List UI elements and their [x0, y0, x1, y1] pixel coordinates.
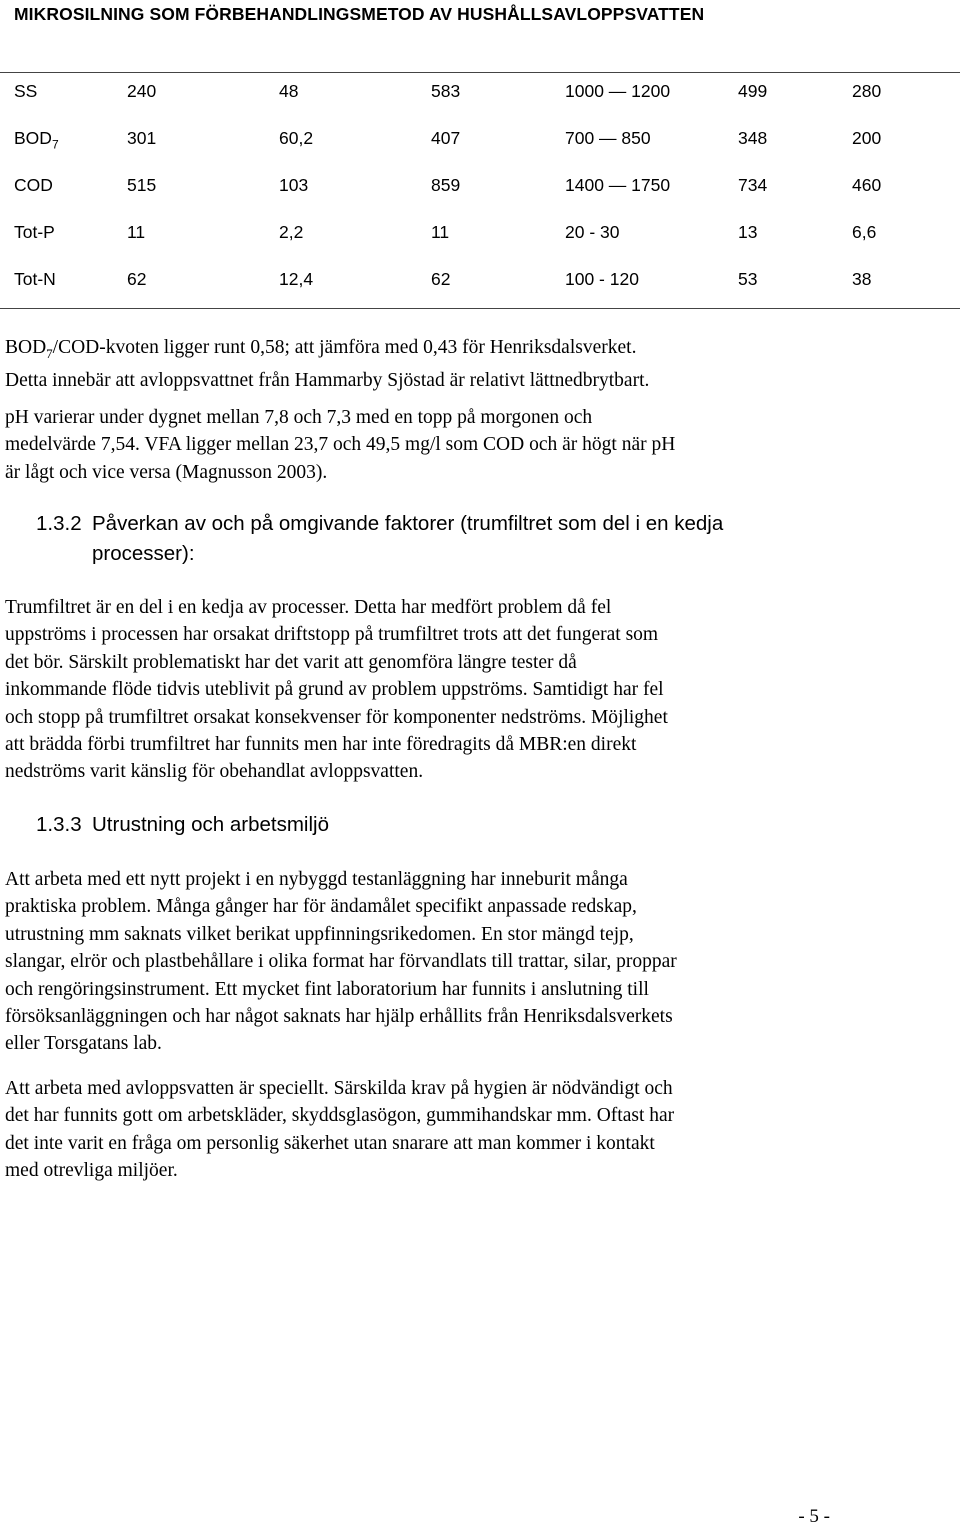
table-cell: 700 — 850	[565, 128, 651, 148]
paragraph-line: och stopp på trumfiltret orsakat konsekvenser för komponenter nedströms. Möjlighet	[5, 706, 668, 728]
table-cell: 62	[127, 269, 147, 289]
page-number: - 5 -	[798, 1506, 830, 1527]
paragraph-line: nedströms varit känslig för obehandlat avloppsvatten.	[5, 761, 424, 783]
table-cell: 460	[852, 175, 882, 195]
table-cell: 11	[431, 222, 450, 242]
paragraph-line: utrustning mm saknats vilket berikat uppfinningsrikedomen. En stor mängd tejp,	[5, 923, 634, 945]
table-cell: 301	[127, 128, 157, 148]
paragraph-line: att brädda förbi trumfiltret har funnits men har inte föredragits då MBR:en direkt	[5, 734, 637, 756]
paragraph-line: medelvärde 7,54. VFA ligger mellan 23,7 och 49,5 mg/l som COD och är högt när pH	[5, 434, 676, 456]
table-cell: 1400 — 1750	[565, 175, 671, 195]
table-cell: 12,4	[279, 269, 314, 289]
paragraph-bod-cod	[5, 334, 953, 395]
section-number: 1.3.3	[36, 813, 82, 836]
table-bottom-rule	[0, 308, 960, 309]
table-cell: 515	[127, 175, 157, 195]
section-title-line: Påverkan av och på omgivande faktorer (trumfiltret som del i en kedja	[92, 512, 724, 535]
table-cell: 407	[431, 128, 461, 148]
row-label: $BOD_7$	[14, 128, 59, 152]
table-cell: 1000 — 1200	[565, 81, 671, 101]
table-cell: 20 - 30	[565, 222, 620, 242]
table-cell: 348	[738, 128, 768, 148]
paragraph-line: med otrevliga miljöer.	[5, 1160, 178, 1182]
table-cell: 53	[738, 269, 758, 289]
paragraph-line: försöksanläggningen och har något saknats har hjälp erhållits från Henriksdalsverkets	[5, 1006, 673, 1028]
paragraph-ph	[5, 404, 953, 486]
paragraph-line: eller Torsgatans lab.	[5, 1033, 162, 1055]
paragraph-line: slangar, elrör och plastbehållare i olika format har förvandlats till trattar, silar, proppar	[5, 951, 677, 973]
paragraph-utrustning	[5, 866, 953, 1058]
paragraph-line: det har funnits gott om arbetskläder, skyddsglasögon, gummihandskar mm. Oftast har	[5, 1105, 675, 1127]
paragraph-line: det inte varit en fråga om personlig säkerhet utan snarare att man kommer i kontakt	[5, 1132, 655, 1154]
paragraph-line: praktiska problem. Många gånger har för ändamålet specifikt anpassade redskap,	[5, 896, 637, 918]
section-title: Utrustning och arbetsmiljö	[92, 813, 329, 836]
paragraph-line: inkommande flöde tidvis uteblivit på grund av problem uppströms. Samtidigt har fel	[5, 679, 664, 701]
section-title-line: processer):	[92, 542, 195, 565]
table-cell: 62	[431, 269, 451, 289]
paragraph-line: är lågt och vice versa (Magnusson 2003).	[5, 461, 328, 483]
paragraph-line: Att arbeta med avloppsvatten är speciellt. Särskilda krav på hygien är nödvändigt och	[5, 1078, 673, 1099]
paragraph-line: Trumfiltret är en del i en kedja av processer. Detta har medfört problem då fel	[5, 597, 612, 618]
row-label: Tot-N	[14, 269, 56, 289]
row-label: COD	[14, 175, 53, 195]
paragraph-trumfilter	[5, 594, 953, 786]
table-cell: 60,2	[279, 128, 314, 148]
row-label: SS	[14, 81, 38, 101]
table-cell: 200	[852, 128, 882, 148]
paragraph-line: $BOD_7/COD$-kvoten ligger runt 0,58; att jämföra med 0,43 för Henriksdalsverket.	[5, 337, 637, 361]
paragraph-line: pH varierar under dygnet mellan 7,8 och 7,3 med en topp på morgonen och	[5, 407, 593, 428]
table-cell: 100 - 120	[565, 269, 639, 289]
table-cell: 734	[738, 175, 768, 195]
paragraph-line: Att arbeta med ett nytt projekt i en nybyggd testanläggning har inneburit många	[5, 869, 628, 890]
row-label: Tot-P	[14, 222, 55, 242]
document-header: MIKROSILNING SOM FÖRBEHANDLINGSMETOD AV HUSHÅLLSAVLOPPSVATTEN	[14, 4, 705, 24]
table-cell: 240	[127, 81, 157, 101]
table-cell: 11	[127, 222, 146, 242]
paragraph-line: Detta innebär att avloppsvattnet från Hammarby Sjöstad är relativt lättnedbrytbart.	[5, 370, 650, 392]
table-cell: 13	[738, 222, 758, 242]
table-cell: 2,2	[279, 222, 304, 242]
table-cell: 103	[279, 175, 309, 195]
section-number: 1.3.2	[36, 512, 82, 535]
paragraph-line: det bör. Särskilt problematiskt har det varit att genomföra längre tester då	[5, 651, 577, 673]
table-cell: 859	[431, 175, 461, 195]
table-cell: 6,6	[852, 222, 877, 242]
table-cell: 280	[852, 81, 882, 101]
table-top-rule	[0, 72, 960, 73]
table-cell: 38	[852, 269, 872, 289]
paragraph-line: och rengöringsinstrument. Ett mycket fint laboratorium har funnits i anslutning till	[5, 978, 649, 1000]
paragraph-arbetsmiljo	[5, 1075, 953, 1185]
table-cell: 583	[431, 81, 461, 101]
paragraph-line: uppströms i processen har orsakat driftstopp på trumfiltret trots att det fungerat som	[5, 624, 659, 646]
table-cell: 48	[279, 81, 299, 101]
table-cell: 499	[738, 81, 768, 101]
